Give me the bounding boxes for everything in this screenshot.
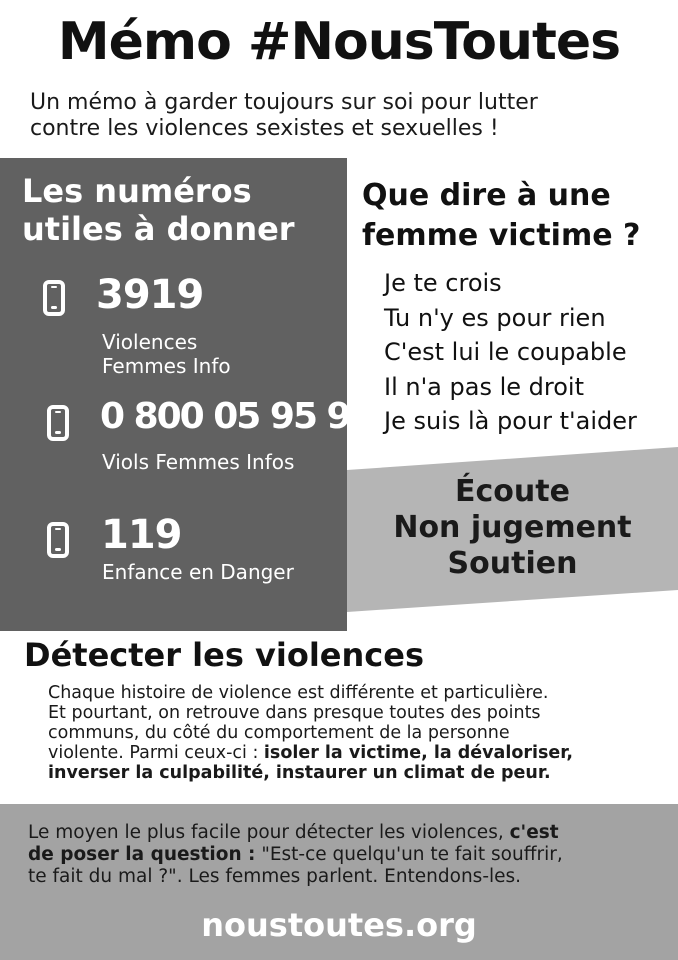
value-ecoute: Écoute	[455, 474, 570, 509]
phone-label-3919	[102, 330, 231, 378]
phone-number-119: 119	[101, 512, 182, 558]
phone-label-line: Femmes Info	[102, 354, 231, 378]
phrase-item: Je te crois	[384, 269, 502, 297]
phone-icon	[43, 280, 65, 316]
victim-title-line-2: femme victime ?	[362, 218, 641, 253]
phone-label-line: Violences	[102, 330, 198, 354]
phone-label-0800: Viols Femmes Infos	[102, 450, 295, 474]
subtitle-line-1: Un mémo à garder toujours sur soi pour lutter	[30, 90, 538, 115]
phrase-item: Tu n'y es pour rien	[384, 303, 606, 332]
detect-line	[48, 763, 628, 783]
numbers-title-line-1: Les numéros	[22, 172, 252, 210]
value-non-jugement: Non jugement	[393, 510, 632, 545]
value-soutien: Soutien	[447, 546, 578, 581]
values-box	[347, 474, 678, 582]
detect-line-bold: isoler la victime, la dévaloriser,	[263, 743, 573, 763]
bottom-line: te fait du mal ?". Les femmes parlent. Entendons-les.	[28, 866, 522, 887]
phone-label-119: Enfance en Danger	[102, 560, 294, 584]
detect-line: Chaque histoire de violence est différente et particulière.	[48, 683, 549, 703]
bottom-line-bold: c'est	[509, 822, 559, 843]
detect-line: communs, du côté du comportement de la personne	[48, 723, 510, 743]
bottom-line-bold: de poser la question :	[28, 844, 256, 865]
detect-body	[48, 683, 628, 783]
numbers-title	[22, 172, 342, 248]
bottom-line	[28, 844, 658, 866]
numbers-title-line-2: utiles à donner	[22, 210, 295, 248]
phone-number-3919: 3919	[96, 272, 204, 318]
detect-line-bold: inverser la culpabilité, instaurer un climat de peur.	[48, 763, 551, 783]
victim-title-line-1: Que dire à une	[362, 178, 611, 213]
phrase-item: C'est lui le coupable	[384, 338, 627, 366]
phone-number-0800: 0 800 05 95 95	[100, 396, 373, 437]
detect-title: Détecter les violences	[24, 636, 424, 674]
bottom-line	[28, 822, 658, 844]
phrase-item: Je suis là pour t'aider	[384, 407, 637, 435]
phrase-item: Il n'a pas le droit	[384, 372, 584, 401]
detect-line: Et pourtant, on retrouve dans presque toutes des points	[48, 703, 541, 723]
victim-title	[362, 176, 672, 256]
website-link[interactable]: noustoutes.org	[201, 906, 477, 944]
page-title: Mémo #NousToutes	[57, 12, 621, 72]
phone-icon	[47, 522, 69, 558]
bottom-text	[28, 822, 658, 888]
detect-line-normal: violente. Parmi ceux-ci :	[48, 743, 264, 763]
phone-icon	[47, 405, 69, 441]
subtitle-line-2: contre les violences sexistes et sexuelles !	[30, 116, 499, 141]
bottom-line-normal: "Est-ce quelqu'un te fait souffrir,	[255, 844, 563, 865]
bottom-line-normal: Le moyen le plus facile pour détecter les violences,	[28, 822, 510, 843]
detect-line	[48, 743, 628, 763]
phrase-list	[384, 266, 674, 439]
